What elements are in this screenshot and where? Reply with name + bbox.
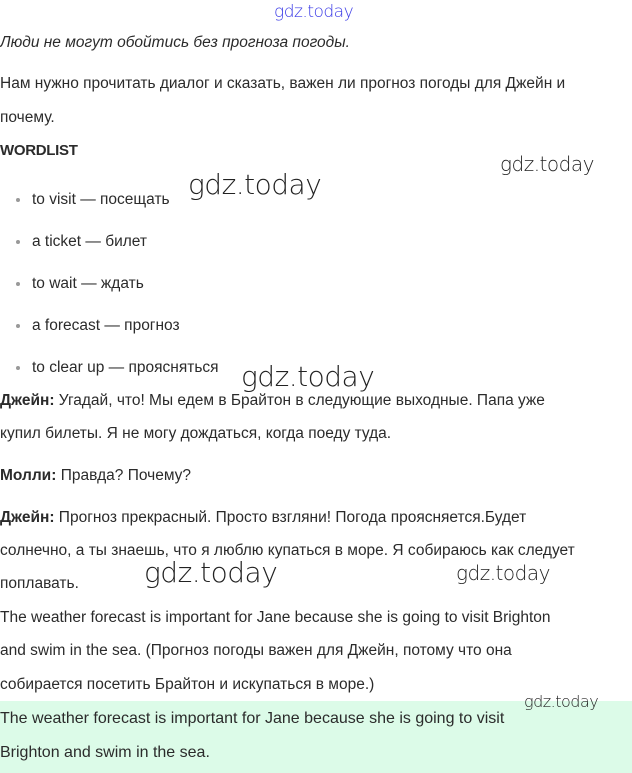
answer-line: собирается посетить Брайтон и искупаться в море.): [0, 676, 375, 693]
list-item: [16, 316, 180, 336]
dialog-text: Прогноз прекрасный. Просто взгляни! Погода проясняется.Будет: [54, 509, 527, 526]
watermark: gdz.today: [500, 152, 594, 176]
intro-text: Люди не могут обойтись без прогноза погоды.: [0, 34, 350, 51]
bullet-icon: [16, 282, 20, 286]
watermark: gdz.today: [524, 692, 599, 711]
wordlist-heading: WORDLIST: [0, 142, 78, 159]
list-item-text: to visit — посещать: [32, 191, 170, 208]
bullet-icon: [16, 366, 20, 370]
list-item: [16, 358, 219, 378]
bullet-icon: [16, 198, 20, 202]
bullet-icon: [16, 324, 20, 328]
list-item: [16, 190, 170, 210]
speaker: Джейн:: [0, 509, 55, 526]
list-item-text: to wait — ждать: [32, 275, 144, 292]
dialog-line: [0, 508, 526, 528]
task-text: Нам нужно прочитать диалог и сказать, важен ли прогноз погоды для Джейн и: [0, 75, 566, 92]
dialog-line: [0, 466, 191, 486]
bullet-icon: [16, 240, 20, 244]
list-item-text: to clear up — проясняться: [32, 359, 219, 376]
dialog-line: [0, 391, 545, 411]
dialog-text: Угадай, что! Мы едем в Брайтон в следующие выходные. Папа уже: [54, 392, 545, 409]
task-text: почему.: [0, 109, 55, 126]
list-item: [16, 232, 147, 252]
watermark: gdz.today: [144, 556, 278, 589]
watermark: gdz.today: [241, 360, 375, 393]
dialog-line: солнечно, а ты знаешь, что я люблю купаться в море. Я собираюсь как следует: [0, 542, 575, 559]
watermark: gdz.today: [188, 168, 322, 201]
dialog-line: поплавать.: [0, 575, 79, 592]
list-item-text: a ticket — билет: [32, 233, 148, 250]
answer-line: The weather forecast is important for Jane because she is going to visit Brighton: [0, 609, 551, 626]
watermark: gdz.today: [274, 2, 354, 22]
highlight-line: The weather forecast is important for Jane because she is going to visit: [0, 710, 505, 727]
speaker: Молли:: [0, 467, 57, 484]
list-item-text: a forecast — прогноз: [32, 317, 180, 334]
watermark: gdz.today: [456, 561, 550, 585]
speaker: Джейн:: [0, 392, 55, 409]
dialog-text: Правда? Почему?: [56, 467, 192, 484]
list-item: [16, 274, 144, 294]
highlight-line: Brighton and swim in the sea.: [0, 744, 210, 761]
dialog-line: купил билеты. Я не могу дождаться, когда поеду туда.: [0, 425, 392, 442]
answer-line: and swim in the sea. (Прогноз погоды важен для Джейн, потому что она: [0, 642, 512, 659]
